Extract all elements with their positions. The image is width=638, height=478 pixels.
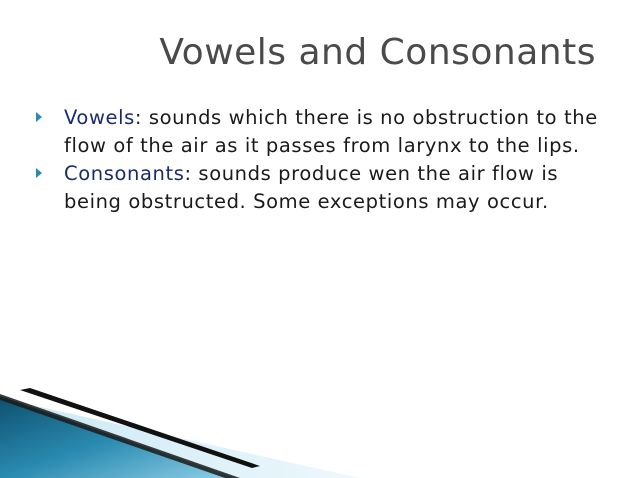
slide-title: Vowels and Consonants [159, 32, 596, 73]
bullet-term: Consonants [64, 162, 185, 185]
bullet-body: : sounds which there is no obstruction to the flow of the air as it passes from larynx to the lips. [64, 106, 598, 157]
bullet-term: Vowels [64, 106, 135, 129]
bullet-list [36, 104, 606, 216]
bullet-text [64, 104, 606, 160]
triangle-bullet-icon [36, 168, 42, 178]
bullet-text [64, 160, 606, 216]
triangle-bullet-icon [36, 112, 42, 122]
bullet-body: : sounds produce wen the air flow is being obstructed. Some exceptions may occur. [64, 162, 559, 213]
bullet-item-vowels [36, 104, 606, 160]
corner-decoration [0, 388, 638, 478]
bullet-item-consonants [36, 160, 606, 216]
